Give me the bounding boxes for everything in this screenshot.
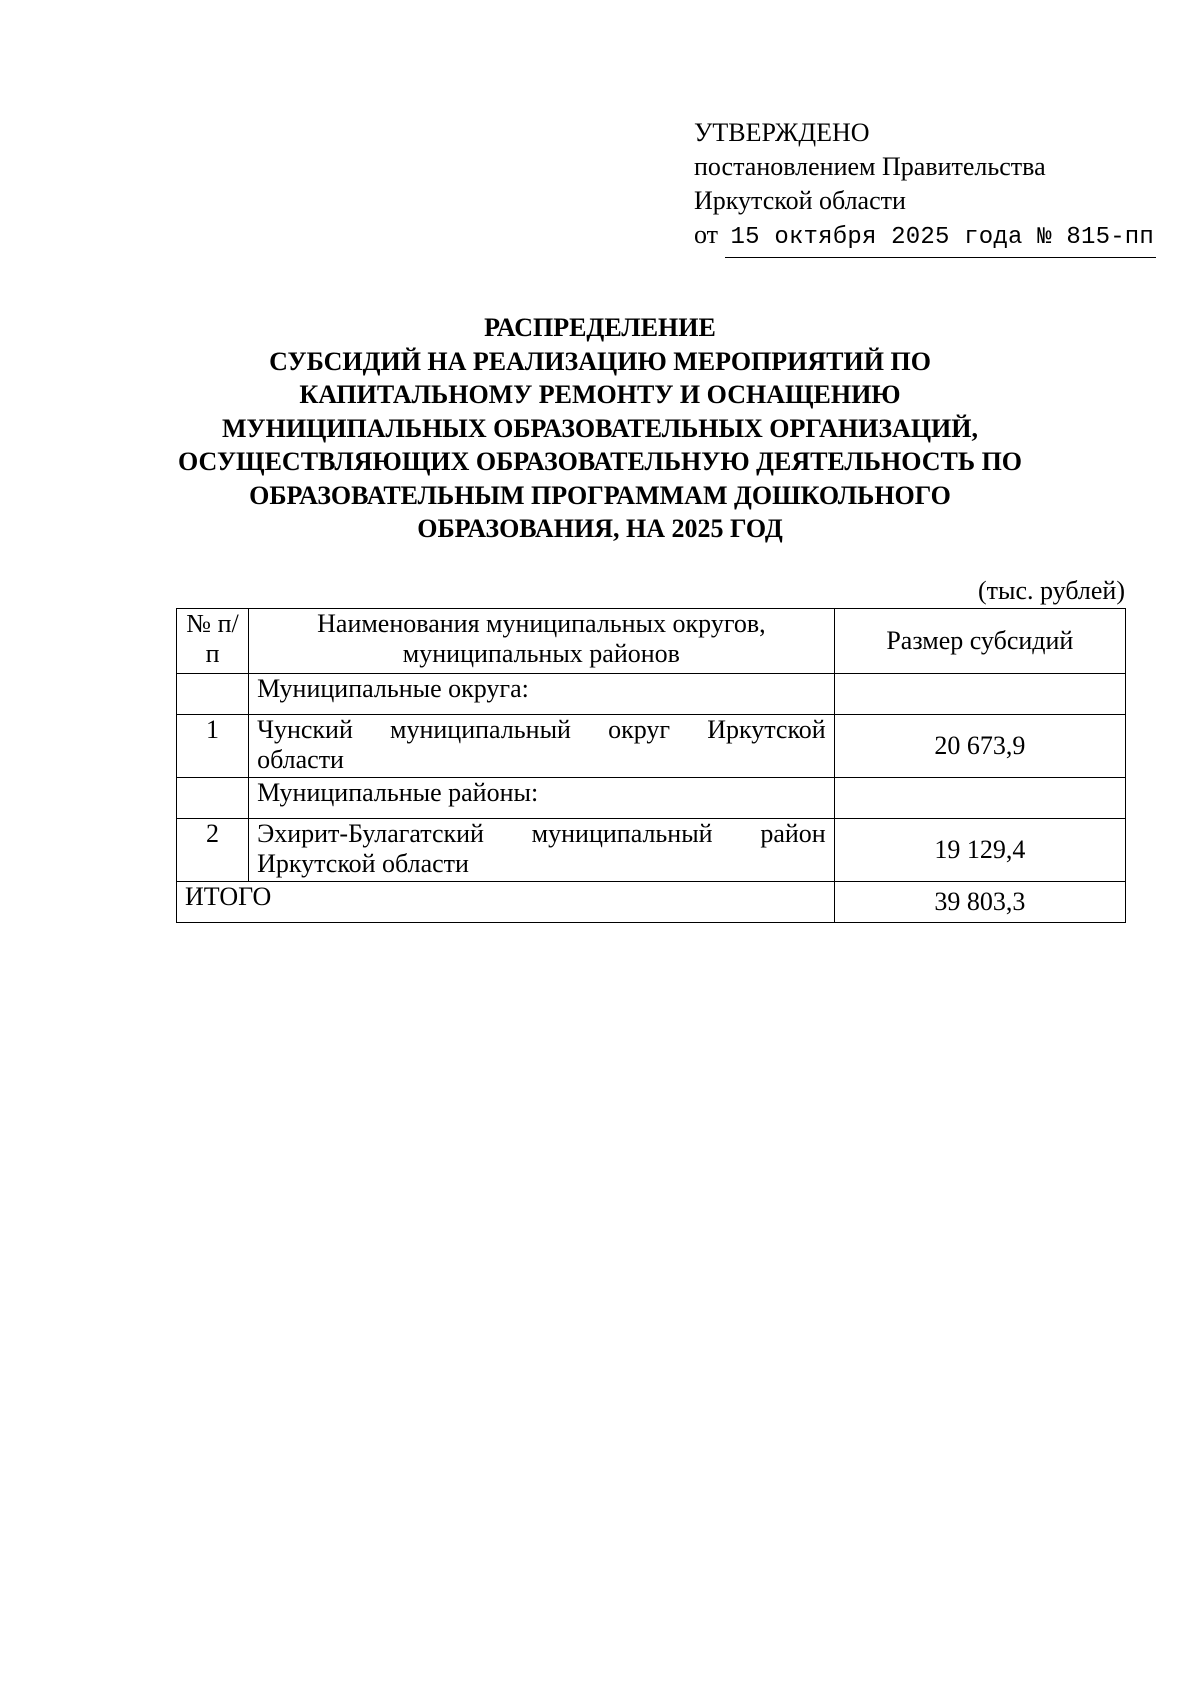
title-line: МУНИЦИПАЛЬНЫХ ОБРАЗОВАТЕЛЬНЫХ ОРГАНИЗАЦИЙ, bbox=[222, 413, 978, 443]
header-number: № п/п bbox=[177, 609, 249, 674]
group-row-okruga bbox=[177, 674, 1126, 715]
subsidies-table bbox=[176, 608, 1126, 923]
total-row bbox=[177, 882, 1126, 923]
table-header-row bbox=[177, 609, 1126, 674]
group-number-cell bbox=[177, 778, 249, 819]
approval-heading: УТВЕРЖДЕНО bbox=[694, 118, 870, 147]
approval-region: Иркутской области bbox=[694, 186, 906, 215]
group-label: Муниципальные округа: bbox=[249, 674, 835, 715]
title-line: ОБРАЗОВАТЕЛЬНЫМ ПРОГРАММАМ ДОШКОЛЬНОГО bbox=[249, 480, 951, 510]
approval-authority: постановлением Правительства bbox=[694, 152, 1046, 181]
group-amount-cell bbox=[834, 674, 1125, 715]
table-row bbox=[177, 715, 1126, 778]
group-number-cell bbox=[177, 674, 249, 715]
group-row-rayony bbox=[177, 778, 1126, 819]
header-amount: Размер субсидий bbox=[834, 609, 1125, 674]
title-line: ОБРАЗОВАНИЯ, НА 2025 ГОД bbox=[417, 514, 783, 543]
approval-date-number: 15 октября 2025 года № 815-пп bbox=[725, 221, 1156, 258]
group-amount-cell bbox=[834, 778, 1125, 819]
total-amount: 39 803,3 bbox=[834, 882, 1125, 923]
total-label: ИТОГО bbox=[177, 882, 835, 923]
document-title bbox=[150, 311, 1050, 546]
header-name: Наименования муниципальных округов, муниципальных районов bbox=[249, 609, 835, 674]
approval-stamp bbox=[694, 116, 1156, 258]
title-line: РАСПРЕДЕЛЕНИЕ bbox=[484, 313, 716, 342]
title-line: КАПИТАЛЬНОМУ РЕМОНТУ И ОСНАЩЕНИЮ bbox=[299, 380, 901, 409]
row-amount: 20 673,9 bbox=[834, 715, 1125, 778]
title-line: ОСУЩЕСТВЛЯЮЩИХ ОБРАЗОВАТЕЛЬНУЮ ДЕЯТЕЛЬНОСТЬ ПО bbox=[177, 447, 1023, 476]
approval-date-line bbox=[694, 218, 1156, 258]
row-name: Эхирит-Булагатский муниципальный район Иркутской области bbox=[249, 819, 835, 882]
row-number: 1 bbox=[177, 715, 249, 778]
row-name: Чунский муниципальный округ Иркутской области bbox=[249, 715, 835, 778]
title-line: СУБСИДИЙ НА РЕАЛИЗАЦИЮ МЕРОПРИЯТИЙ ПО bbox=[269, 346, 931, 376]
approval-date-prefix: от bbox=[694, 220, 719, 249]
row-amount: 19 129,4 bbox=[834, 819, 1125, 882]
group-label: Муниципальные районы: bbox=[249, 778, 835, 819]
row-number: 2 bbox=[177, 819, 249, 882]
units-label: (тыс. рублей) bbox=[977, 576, 1125, 605]
table-row bbox=[177, 819, 1126, 882]
